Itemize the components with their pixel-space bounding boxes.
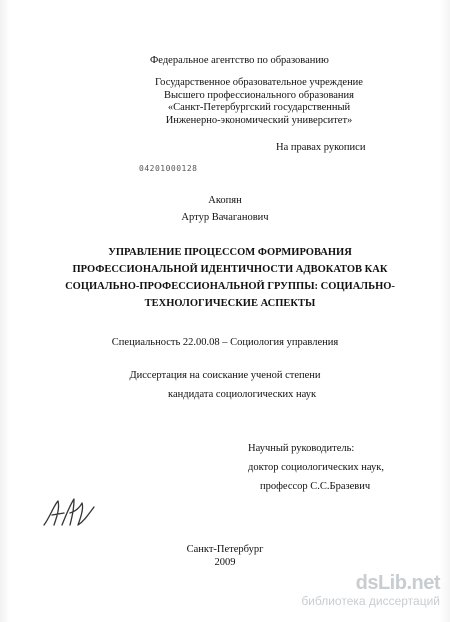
title-line: СОЦИАЛЬНО-ПРОФЕССИОНАЛЬНОЙ ГРУППЫ: СОЦИАЛЬНО- (65, 281, 395, 292)
rights-note: На правах рукописи (276, 142, 366, 153)
agency-name: Федеральное агентство по образованию (150, 55, 329, 66)
advisor-name: профессор С.С.Бразевич (260, 481, 371, 492)
institution-line: Инженерно-экономический университет» (165, 114, 353, 126)
serial-number: 04201000128 (139, 164, 198, 173)
institution-line: Государственное образовательное учреждение (155, 77, 363, 88)
institution-line: Высшего профессионального образования (164, 89, 354, 101)
watermark (301, 572, 440, 608)
author-name: Артур Вачаганович (181, 212, 269, 223)
advisor-label: Научный руководитель: (248, 443, 355, 454)
dissertation-degree-line1: Диссертация на соискание ученой степени (129, 370, 321, 381)
dissertation-title (60, 244, 400, 312)
advisor-degree: доктор социологических наук, (248, 462, 384, 473)
title-line: ТЕХНОЛОГИЧЕСКИЕ АСПЕКТЫ (144, 298, 316, 309)
title-line: УПРАВЛЕНИЕ ПРОЦЕССОМ ФОРМИРОВАНИЯ (108, 247, 352, 258)
institution-block (134, 77, 384, 127)
watermark-logo: dsLib.net (355, 572, 440, 594)
dissertation-degree-line2: кандидата социологических наук (168, 389, 317, 400)
title-line: ПРОФЕССИОНАЛЬНОЙ ИДЕНТИЧНОСТИ АДВОКАТОВ КАК (72, 264, 388, 275)
specialty: Специальность 22.00.08 – Социология управления (111, 337, 339, 348)
handwritten-signature-icon (40, 495, 100, 531)
year: 2009 (214, 557, 236, 568)
city: Санкт-Петербург (186, 544, 264, 555)
author-surname: Акопян (208, 195, 242, 206)
institution-line: «Санкт-Петербургский государственный (167, 102, 351, 113)
watermark-subtitle: библиотека диссертаций (301, 594, 440, 608)
